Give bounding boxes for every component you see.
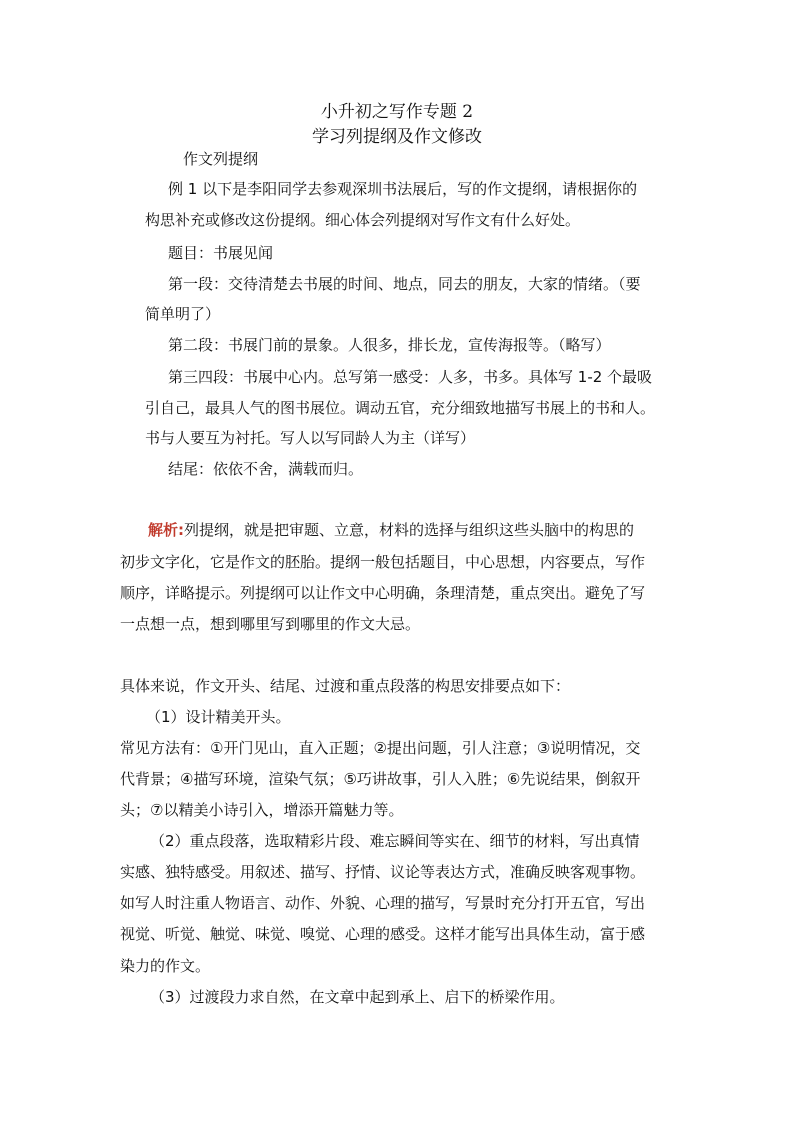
doc-subtitle: 学习列提纲及作文修改: [312, 127, 482, 147]
body-line: 头；⑦以精美小诗引入，增添开篇魅力等。: [120, 801, 404, 819]
body-line: 染力的作文。: [120, 957, 211, 975]
analysis-line: 顺序，详略提示。列提纲可以让作文中心明确，条理清楚，重点突出。避免了写: [120, 584, 646, 602]
section-heading: 作文列提纲: [183, 150, 259, 168]
example-line: 简单明了）: [145, 305, 221, 323]
body-line: （2）重点段落，选取精彩片段、难忘瞬间等实在、细节的材料，写出真情: [150, 832, 640, 850]
body-line: 具体来说，作文开头、结尾、过渡和重点段落的构思安排要点如下：: [120, 677, 571, 695]
body-line: 常见方法有：①开门见山，直入正题；②提出问题，引人注意；③说明情况，交: [120, 739, 641, 757]
analysis-label: 解析:: [148, 521, 184, 539]
doc-title: 小升初之写作专题 2: [320, 102, 474, 122]
body-line: 代背景；④描写环境，渲染气氛；⑤巧讲故事，引人入胜；⑥先说结果，倒叙开: [120, 770, 641, 788]
example-line: 第二段：书展门前的景象。人很多，排长龙，宣传海报等。（略写）: [168, 336, 611, 354]
body-line: （3）过渡段力求自然，在文章中起到承上、启下的桥梁作用。: [150, 988, 565, 1006]
example-title-line: 题目：书展见闻: [168, 244, 274, 262]
analysis-text: 列提纲，就是把审题、立意，材料的选择与组织这些头脑中的构思的: [184, 521, 635, 539]
body-line: 视觉、听觉、触觉、味觉、嗅觉、心理的感受。这样才能写出具体生动，富于感: [120, 925, 646, 943]
example-line: 引自己，最具人气的图书展位。调动五官，充分细致地描写书展上的书和人。: [145, 399, 656, 417]
example-line: 结尾：依依不舍，满载而归。: [168, 460, 364, 478]
example-line: 书与人要互为衬托。写人以写同龄人为主（详写）: [145, 429, 476, 447]
body-line: 如写人时注重人物语言、动作、外貌、心理的描写，写景时充分打开五官，写出: [120, 894, 646, 912]
body-line: （1）设计精美开头。: [146, 708, 291, 726]
example-line: 构思补充或修改这份提纲。细心体会列提纲对写作文有什么好处。: [145, 211, 581, 229]
analysis-line: 初步文字化，它是作文的胚胎。提纲一般包括题目，中心思想，内容要点，写作: [120, 553, 646, 571]
example-line: 例 1 以下是李阳同学去参观深圳书法展后，写的作文提纲，请根据你的: [168, 180, 638, 198]
analysis-line: [148, 519, 634, 541]
example-line: 第三四段：书展中心内。总写第一感受：人多，书多。具体写 1-2 个最吸: [168, 368, 653, 386]
analysis-line: 一点想一点，想到哪里写到哪里的作文大忌。: [120, 615, 421, 633]
example-line: 第一段：交待清楚去书展的时间、地点，同去的朋友，大家的情绪。（要: [168, 275, 641, 293]
body-line: 实感、独特感受。用叙述、描写、抒情、议论等表达方式，准确反映客观事物。: [120, 863, 646, 881]
